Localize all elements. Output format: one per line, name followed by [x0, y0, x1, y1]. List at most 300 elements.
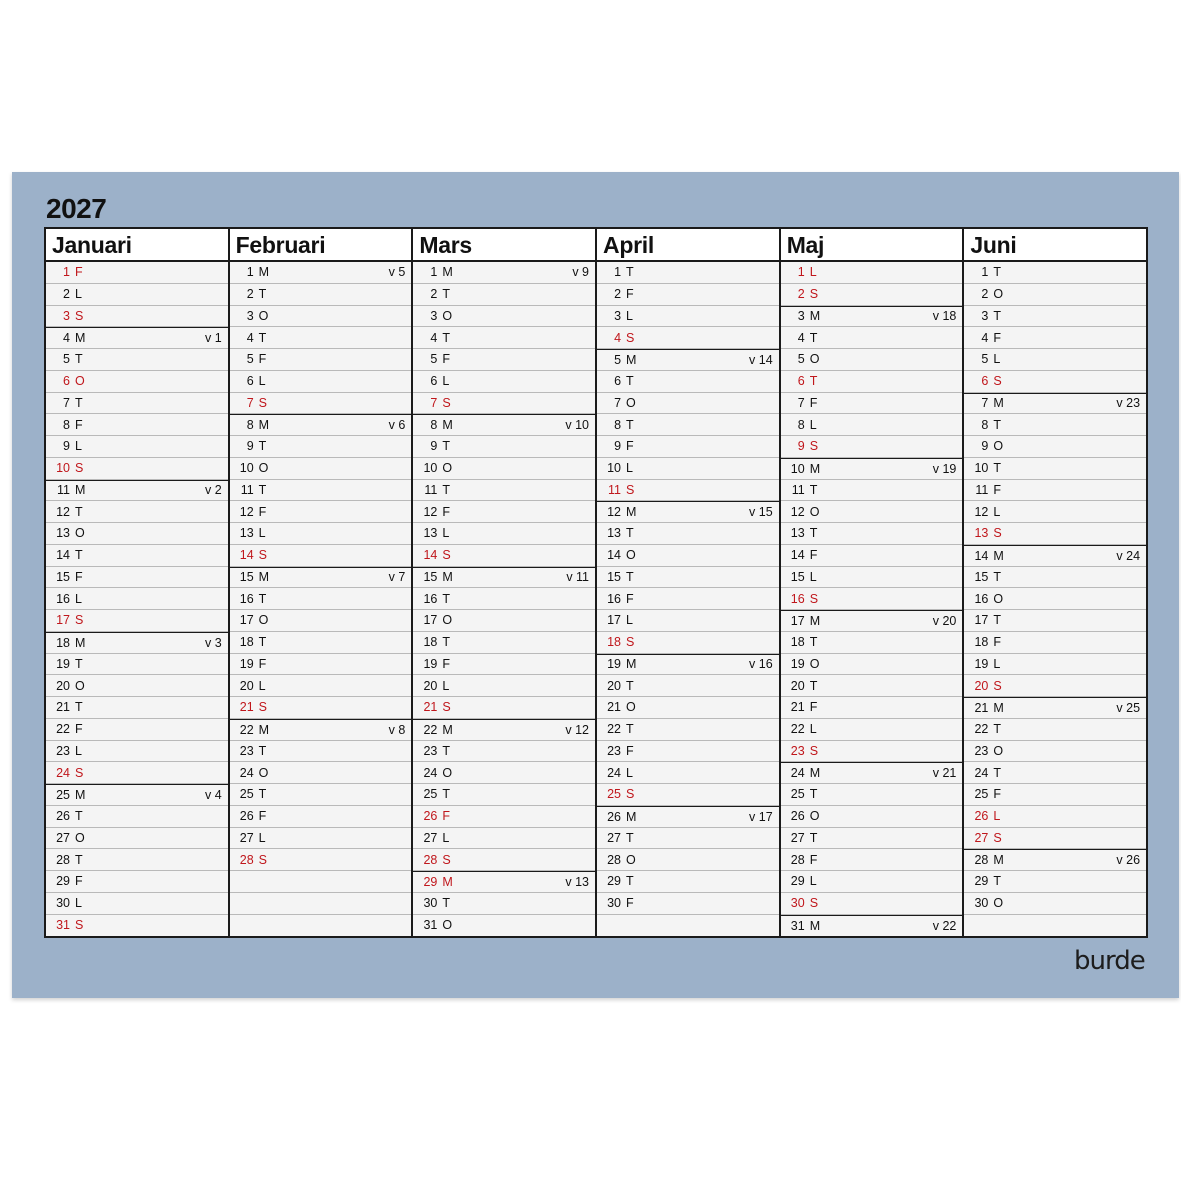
weekday-letter: M: [626, 352, 637, 367]
day-row: [413, 306, 595, 328]
day-number: 20: [607, 678, 622, 693]
week-number: v 16: [749, 657, 773, 672]
weekday-letter: O: [993, 591, 1004, 606]
day-row: [413, 893, 595, 915]
day-row: [781, 632, 963, 654]
day-number: 27: [607, 830, 622, 845]
day-number: 6: [63, 374, 70, 389]
month-column-april: [595, 229, 779, 936]
weekday-letter: F: [75, 569, 83, 584]
day-number: 5: [797, 352, 805, 367]
day-number: 11: [791, 482, 805, 497]
day-row: [781, 806, 963, 828]
day-number: 13: [974, 526, 989, 541]
day-number: 4: [430, 330, 438, 345]
weekday-letter: S: [75, 461, 84, 476]
day-row: [964, 849, 1146, 871]
day-row: [597, 414, 779, 436]
day-row: [413, 871, 595, 893]
day-number: 8: [430, 418, 438, 433]
day-number: 8: [246, 418, 254, 433]
weekday-letter: S: [809, 743, 819, 758]
day-number: 6: [614, 374, 622, 389]
day-row: [964, 414, 1146, 436]
month-column-mars: [411, 229, 595, 936]
weekday-letter: M: [75, 331, 86, 346]
day-row: [230, 567, 412, 589]
day-number: 27: [423, 830, 438, 845]
day-number: 30: [423, 896, 438, 911]
day-row: [781, 915, 963, 937]
day-number: 28: [56, 852, 70, 867]
day-number: 14: [423, 548, 438, 563]
day-number: 2: [430, 287, 438, 302]
weekday-letter: T: [442, 482, 450, 497]
weekday-letter: T: [626, 374, 634, 389]
weekday-letter: M: [442, 418, 453, 433]
day-row: [230, 697, 412, 719]
day-row: [964, 327, 1146, 349]
day-row: [597, 588, 779, 610]
weekday-letter: S: [442, 700, 451, 715]
weekday-letter: O: [626, 395, 636, 410]
day-row: [46, 675, 228, 697]
day-row: [781, 523, 963, 545]
weekday-letter: O: [626, 852, 636, 867]
week-number: v 1: [204, 331, 222, 346]
day-number: 19: [239, 656, 254, 671]
day-list: [46, 262, 228, 936]
day-number: 10: [56, 461, 70, 476]
day-number: 16: [239, 591, 254, 606]
day-row: [413, 741, 595, 763]
day-number: 28: [974, 853, 989, 868]
day-row: [964, 828, 1146, 850]
day-list: [781, 262, 963, 936]
day-row: [597, 458, 779, 480]
day-row: [413, 480, 595, 502]
weekday-letter: T: [75, 809, 83, 824]
day-row: [413, 588, 595, 610]
weekday-letter: L: [626, 765, 633, 780]
weekday-letter: T: [993, 765, 1001, 780]
day-row: [597, 762, 779, 784]
week-number: v 11: [566, 570, 590, 585]
day-number: 10: [423, 461, 438, 476]
weekday-letter: F: [993, 635, 1001, 650]
week-number: v 3: [204, 635, 222, 650]
weekday-letter: S: [442, 395, 451, 410]
weekday-letter: T: [442, 330, 450, 345]
month-name: Januari: [46, 229, 228, 262]
weekday-letter: F: [442, 809, 450, 824]
day-number: 24: [239, 765, 254, 780]
weekday-letter: M: [809, 918, 821, 933]
day-row: [964, 719, 1146, 741]
day-number: 2: [614, 287, 622, 302]
day-row: [413, 349, 595, 371]
day-number: 30: [790, 896, 805, 911]
day-number: 27: [974, 830, 989, 845]
day-number: 6: [981, 374, 989, 389]
weekday-letter: L: [993, 504, 1001, 519]
day-number: 4: [981, 330, 989, 345]
day-list: [413, 262, 595, 936]
empty-row: [230, 893, 412, 915]
weekday-letter: L: [75, 743, 82, 758]
day-number: 21: [790, 700, 805, 715]
day-row: [46, 567, 228, 589]
weekday-letter: T: [442, 896, 450, 911]
day-row: [781, 371, 963, 393]
day-number: 14: [56, 548, 70, 563]
day-number: 25: [790, 787, 805, 802]
weekday-letter: S: [75, 918, 84, 933]
day-row: [413, 545, 595, 567]
day-row: [964, 697, 1146, 719]
day-row: [781, 306, 963, 328]
day-row: [46, 762, 228, 784]
day-number: 14: [790, 548, 805, 563]
weekday-letter: L: [626, 613, 633, 628]
weekday-letter: M: [993, 396, 1004, 411]
weekday-letter: M: [258, 722, 270, 737]
weekday-letter: T: [993, 874, 1001, 889]
day-number: 1: [430, 265, 438, 280]
day-row: [597, 893, 779, 915]
day-row: [597, 567, 779, 589]
day-row: [230, 306, 412, 328]
day-row: [230, 762, 412, 784]
week-number: v 12: [565, 722, 590, 737]
weekday-letter: T: [258, 635, 267, 650]
weekday-letter: O: [809, 809, 820, 824]
day-number: 25: [974, 787, 989, 802]
day-row: [46, 306, 228, 328]
day-row: [964, 762, 1146, 784]
day-row: [46, 436, 228, 458]
weekday-letter: L: [75, 439, 82, 454]
weekday-letter: T: [75, 548, 83, 563]
weekday-letter: T: [809, 830, 818, 845]
day-row: [46, 414, 228, 436]
weekday-letter: O: [75, 678, 85, 693]
day-number: 12: [56, 504, 70, 519]
day-number: 25: [239, 787, 254, 802]
day-number: 29: [423, 874, 438, 889]
day-row: [413, 567, 595, 589]
weekday-letter: T: [258, 439, 267, 454]
day-row: [964, 371, 1146, 393]
day-number: 1: [797, 265, 805, 280]
day-number: 21: [56, 700, 70, 715]
day-number: 9: [614, 439, 622, 454]
day-row: [413, 697, 595, 719]
weekday-letter: T: [626, 678, 634, 693]
weekday-letter: F: [258, 504, 267, 519]
day-number: 27: [239, 830, 254, 845]
day-row: [46, 458, 228, 480]
weekday-letter: L: [993, 352, 1001, 367]
day-row: [781, 545, 963, 567]
day-number: 24: [790, 766, 805, 781]
day-row: [781, 784, 963, 806]
day-number: 11: [975, 482, 989, 497]
day-row: [781, 284, 963, 306]
day-number: 21: [974, 700, 989, 715]
day-row: [597, 828, 779, 850]
day-row: [781, 349, 963, 371]
week-number: v 18: [932, 309, 957, 324]
day-number: 7: [614, 395, 622, 410]
day-number: 23: [239, 743, 254, 758]
day-row: [230, 349, 412, 371]
day-row: [781, 675, 963, 697]
day-number: 8: [63, 417, 70, 432]
weekday-letter: O: [626, 700, 636, 715]
day-row: [46, 893, 228, 915]
day-number: 10: [239, 461, 254, 476]
day-number: 17: [239, 613, 254, 628]
day-number: 4: [246, 330, 254, 345]
weekday-letter: T: [993, 265, 1001, 280]
day-number: 1: [63, 265, 70, 280]
weekday-letter: T: [993, 613, 1001, 628]
day-number: 6: [246, 374, 254, 389]
weekday-letter: M: [442, 265, 453, 280]
day-row: [781, 654, 963, 676]
day-number: 8: [981, 417, 989, 432]
day-number: 25: [423, 787, 438, 802]
day-number: 3: [614, 308, 622, 323]
day-row: [46, 284, 228, 306]
weekday-letter: L: [75, 591, 82, 606]
day-row: [413, 762, 595, 784]
day-row: [46, 828, 228, 850]
week-number: v 26: [1116, 853, 1141, 868]
day-number: 17: [974, 613, 989, 628]
week-number: v 19: [932, 461, 957, 476]
day-number: 9: [981, 439, 989, 454]
day-number: 26: [239, 809, 254, 824]
day-row: [597, 349, 779, 371]
day-number: 19: [974, 656, 989, 671]
day-number: 22: [239, 722, 254, 737]
day-row: [230, 262, 412, 284]
weekday-letter: L: [442, 678, 450, 693]
day-row: [781, 893, 963, 915]
day-row: [230, 849, 412, 871]
weekday-letter: T: [258, 591, 267, 606]
day-row: [46, 545, 228, 567]
month-name: Februari: [230, 229, 412, 262]
day-row: [964, 480, 1146, 502]
day-number: 10: [790, 461, 805, 476]
weekday-letter: M: [442, 874, 453, 889]
day-row: [413, 414, 595, 436]
day-row: [230, 719, 412, 741]
week-number: v 25: [1116, 700, 1141, 715]
day-row: [781, 762, 963, 784]
day-number: 5: [614, 352, 622, 367]
day-number: 25: [56, 787, 70, 802]
day-row: [964, 501, 1146, 523]
weekday-letter: O: [442, 461, 453, 476]
day-number: 14: [607, 548, 622, 563]
day-row: [781, 849, 963, 871]
weekday-letter: S: [75, 765, 84, 780]
weekday-letter: L: [442, 526, 450, 541]
weekday-letter: L: [993, 656, 1001, 671]
day-row: [413, 915, 595, 937]
weekday-letter: O: [626, 548, 636, 563]
weekday-letter: T: [809, 635, 818, 650]
weekday-letter: T: [75, 852, 83, 867]
day-row: [230, 414, 412, 436]
day-row: [46, 697, 228, 719]
day-row: [230, 458, 412, 480]
day-number: 23: [56, 743, 70, 758]
day-row: [230, 501, 412, 523]
day-row: [230, 284, 412, 306]
day-number: 17: [423, 613, 438, 628]
day-number: 29: [607, 874, 622, 889]
weekday-letter: M: [993, 548, 1004, 563]
brand-logo: burde: [1074, 946, 1145, 976]
day-number: 2: [981, 287, 989, 302]
weekday-letter: L: [258, 678, 266, 693]
day-row: [597, 306, 779, 328]
weekday-letter: L: [258, 526, 266, 541]
day-row: [413, 501, 595, 523]
week-number: v 2: [204, 483, 222, 498]
weekday-letter: T: [258, 743, 267, 758]
day-number: 10: [974, 461, 989, 476]
day-row: [46, 327, 228, 349]
day-row: [781, 719, 963, 741]
day-number: 23: [974, 743, 989, 758]
weekday-letter: O: [75, 830, 85, 845]
day-number: 16: [790, 591, 805, 606]
weekday-letter: F: [75, 874, 83, 889]
day-row: [46, 393, 228, 415]
weekday-letter: S: [993, 678, 1002, 693]
weekday-letter: M: [809, 309, 821, 324]
month-name: Mars: [413, 229, 595, 262]
day-row: [230, 436, 412, 458]
empty-row: [597, 915, 779, 937]
day-number: 13: [607, 526, 622, 541]
weekday-letter: T: [809, 374, 818, 389]
weekday-letter: L: [809, 417, 817, 432]
day-number: 26: [423, 809, 438, 824]
day-row: [46, 349, 228, 371]
day-row: [230, 588, 412, 610]
day-list: [230, 262, 412, 936]
day-row: [781, 697, 963, 719]
weekday-letter: T: [442, 591, 450, 606]
day-number: 18: [423, 635, 438, 650]
weekday-letter: M: [809, 461, 821, 476]
weekday-letter: S: [809, 896, 819, 911]
day-row: [46, 741, 228, 763]
day-row: [597, 371, 779, 393]
month-name: Juni: [964, 229, 1146, 262]
weekday-letter: M: [442, 570, 453, 585]
weekday-letter: S: [809, 591, 819, 606]
day-number: 11: [424, 482, 438, 497]
day-number: 19: [790, 656, 805, 671]
weekday-letter: T: [809, 526, 818, 541]
day-number: 28: [790, 852, 805, 867]
weekday-letter: F: [993, 330, 1001, 345]
day-number: 12: [790, 504, 805, 519]
weekday-letter: T: [993, 569, 1001, 584]
day-row: [46, 588, 228, 610]
day-row: [781, 567, 963, 589]
day-row: [964, 871, 1146, 893]
weekday-letter: S: [993, 526, 1002, 541]
weekday-letter: S: [258, 548, 268, 563]
day-number: 12: [423, 504, 438, 519]
weekday-letter: T: [258, 787, 267, 802]
day-row: [46, 480, 228, 502]
weekday-letter: O: [258, 613, 269, 628]
day-row: [597, 675, 779, 697]
day-number: 5: [981, 352, 989, 367]
day-number: 3: [246, 308, 254, 323]
day-row: [230, 480, 412, 502]
weekday-letter: F: [809, 395, 818, 410]
weekday-letter: S: [809, 439, 819, 454]
weekday-letter: O: [809, 656, 820, 671]
weekday-letter: F: [626, 591, 634, 606]
weekday-letter: T: [442, 635, 450, 650]
month-column-februari: [228, 229, 412, 936]
weekday-letter: F: [626, 896, 634, 911]
week-number: v 8: [388, 722, 406, 737]
day-number: 26: [974, 809, 989, 824]
day-number: 21: [239, 700, 254, 715]
day-row: [597, 480, 779, 502]
weekday-letter: O: [993, 439, 1004, 454]
day-row: [46, 371, 228, 393]
day-row: [230, 654, 412, 676]
day-number: 3: [797, 309, 805, 324]
empty-row: [964, 915, 1146, 937]
weekday-letter: F: [75, 417, 83, 432]
weekday-letter: T: [75, 395, 83, 410]
day-row: [230, 784, 412, 806]
weekday-letter: F: [809, 548, 818, 563]
weekday-letter: M: [809, 613, 821, 628]
weekday-letter: F: [809, 700, 818, 715]
day-row: [230, 545, 412, 567]
day-number: 29: [790, 874, 805, 889]
weekday-letter: F: [626, 287, 634, 302]
day-number: 24: [607, 765, 622, 780]
weekday-letter: S: [442, 852, 451, 867]
day-number: 22: [423, 722, 438, 737]
day-number: 28: [239, 852, 254, 867]
day-row: [781, 414, 963, 436]
day-row: [46, 501, 228, 523]
day-row: [413, 262, 595, 284]
day-row: [413, 675, 595, 697]
day-number: 13: [56, 526, 70, 541]
day-row: [964, 893, 1146, 915]
month-name: April: [597, 229, 779, 262]
